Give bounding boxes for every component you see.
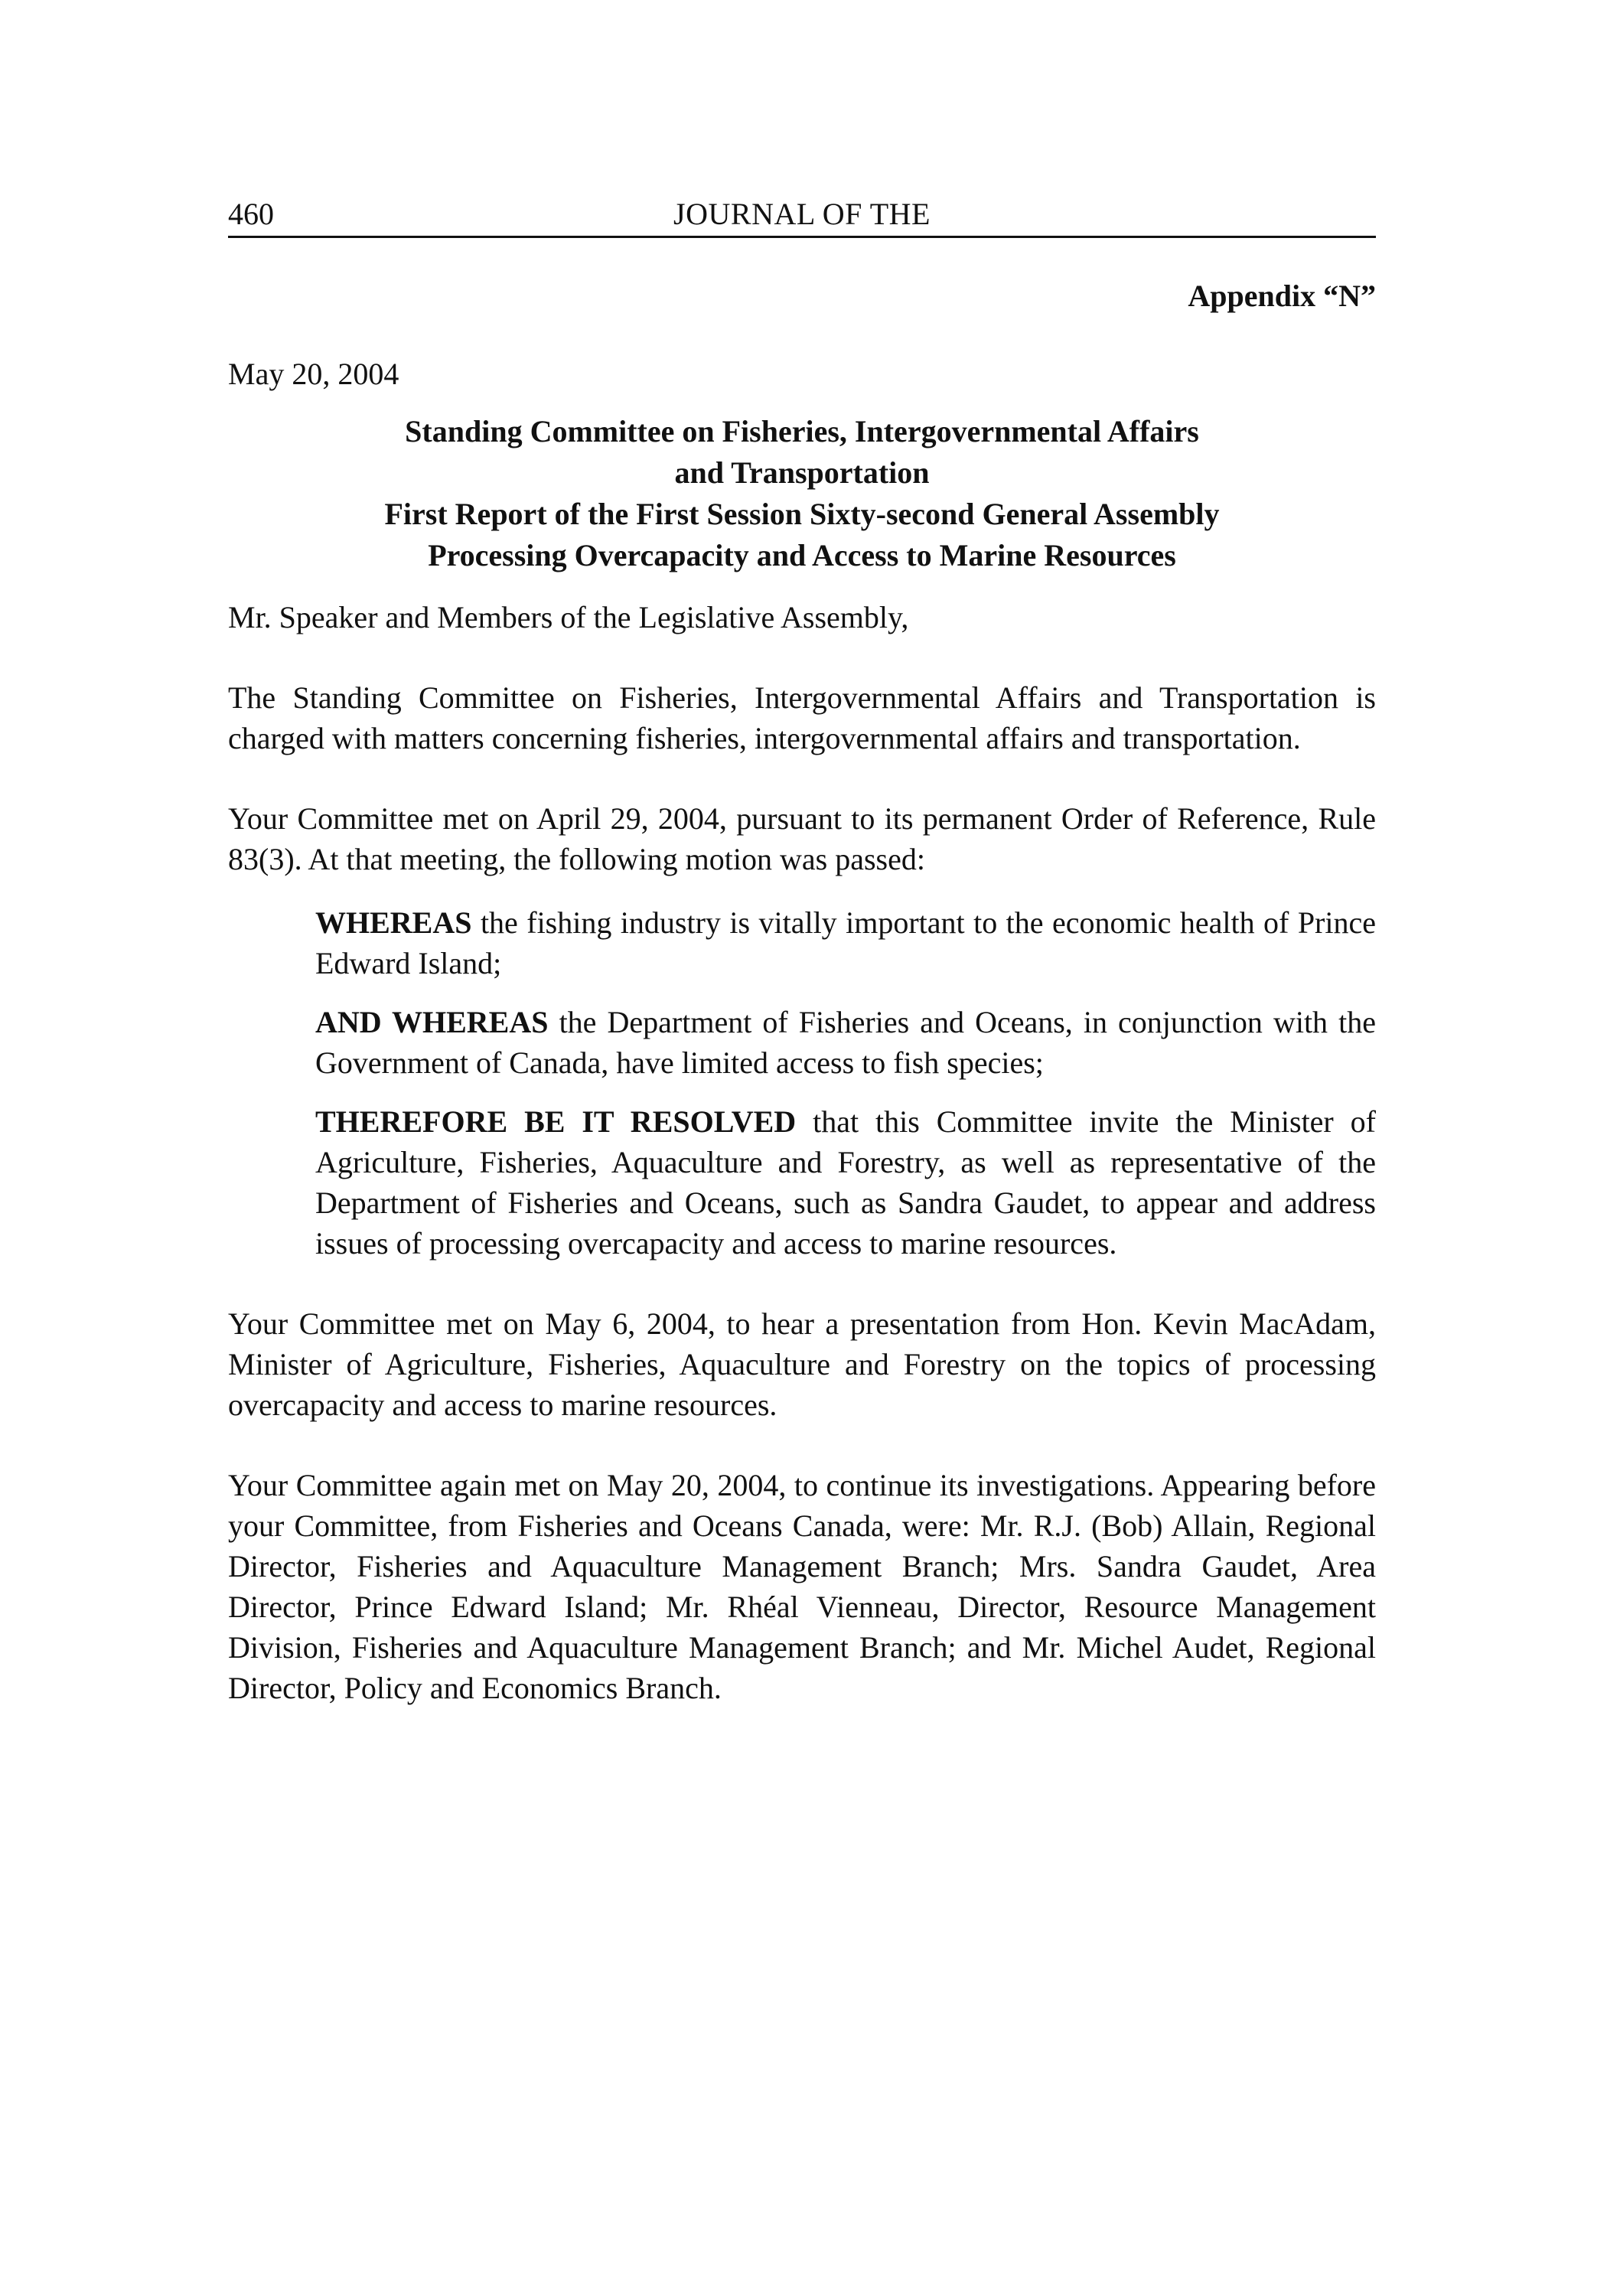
heading-line-3: First Report of the First Session Sixty-second General Assembly: [384, 497, 1220, 531]
motion-text: the Department of Fisheries and Oceans, in conjunction with the Government of Canada, have limited access to fish species;: [315, 1005, 1376, 1080]
appendix-label: Appendix “N”: [1188, 279, 1376, 313]
running-header: [228, 193, 1376, 238]
motion-keyword: THEREFORE BE IT RESOLVED: [315, 1104, 797, 1139]
journal-title: JOURNAL OF THE: [673, 197, 931, 231]
third-meeting-paragraph: Your Committee again met on May 20, 2004, to continue its investigations. Appearing before your Committee, from Fisheries and Oceans Canada, were: Mr. R.J. (Bob) Allain, Regional Director, Fisheries and Aquaculture Management Branch; Mrs. Sandra Gaudet, Area Director, Prince Edward Island; Mr. Rhéal Vienneau, Director, Resource Management Division, Fisheries and Aquaculture Management Branch; and Mr. Michel Audet, Regional Director, Policy and Economics Branch.: [228, 1468, 1376, 1705]
heading-line-1: Standing Committee on Fisheries, Intergovernmental Affairs: [405, 414, 1199, 448]
motion-clause-whereas: [315, 902, 1376, 983]
report-heading: [228, 411, 1376, 576]
mandate-paragraph: The Standing Committee on Fisheries, Intergovernmental Affairs and Transportation is charged with matters concerning fisheries, intergovernmental affairs and transportation.: [228, 680, 1376, 755]
motion-text: that this Committee invite the Minister of Agriculture, Fisheries, Aquaculture and Forestry, as well as representative of the Department of Fisheries and Oceans, such as Sandra Gaudet, to appear and address issues of processing overcapacity and access to marine resources.: [315, 1104, 1376, 1261]
page-number: 460: [228, 197, 274, 231]
first-meeting-paragraph: Your Committee met on April 29, 2004, pursuant to its permanent Order of Reference, Rule 83(3). At that meeting, the following motion was passed:: [228, 801, 1376, 876]
heading-line-4: Processing Overcapacity and Access to Marine Resources: [428, 538, 1176, 572]
report-date: May 20, 2004: [228, 357, 399, 391]
second-meeting-paragraph: Your Committee met on May 6, 2004, to hear a presentation from Hon. Kevin MacAdam, Minister of Agriculture, Fisheries, Aquaculture and Forestry on the topics of processing overcapacity and access to marine resources.: [228, 1306, 1376, 1422]
motion-text: the fishing industry is vitally important to the economic health of Prince Edward Island;: [315, 905, 1376, 980]
motion-keyword: AND WHEREAS: [315, 1005, 549, 1039]
heading-line-2: and Transportation: [674, 455, 930, 490]
motion-clause-resolved: [315, 1101, 1376, 1264]
journal-page: [228, 193, 1376, 1708]
motion-clause-and-whereas: [315, 1002, 1376, 1083]
motion-keyword: WHEREAS: [315, 905, 472, 940]
motion-block: [315, 902, 1376, 1264]
salutation: Mr. Speaker and Members of the Legislative Assembly,: [228, 600, 909, 634]
